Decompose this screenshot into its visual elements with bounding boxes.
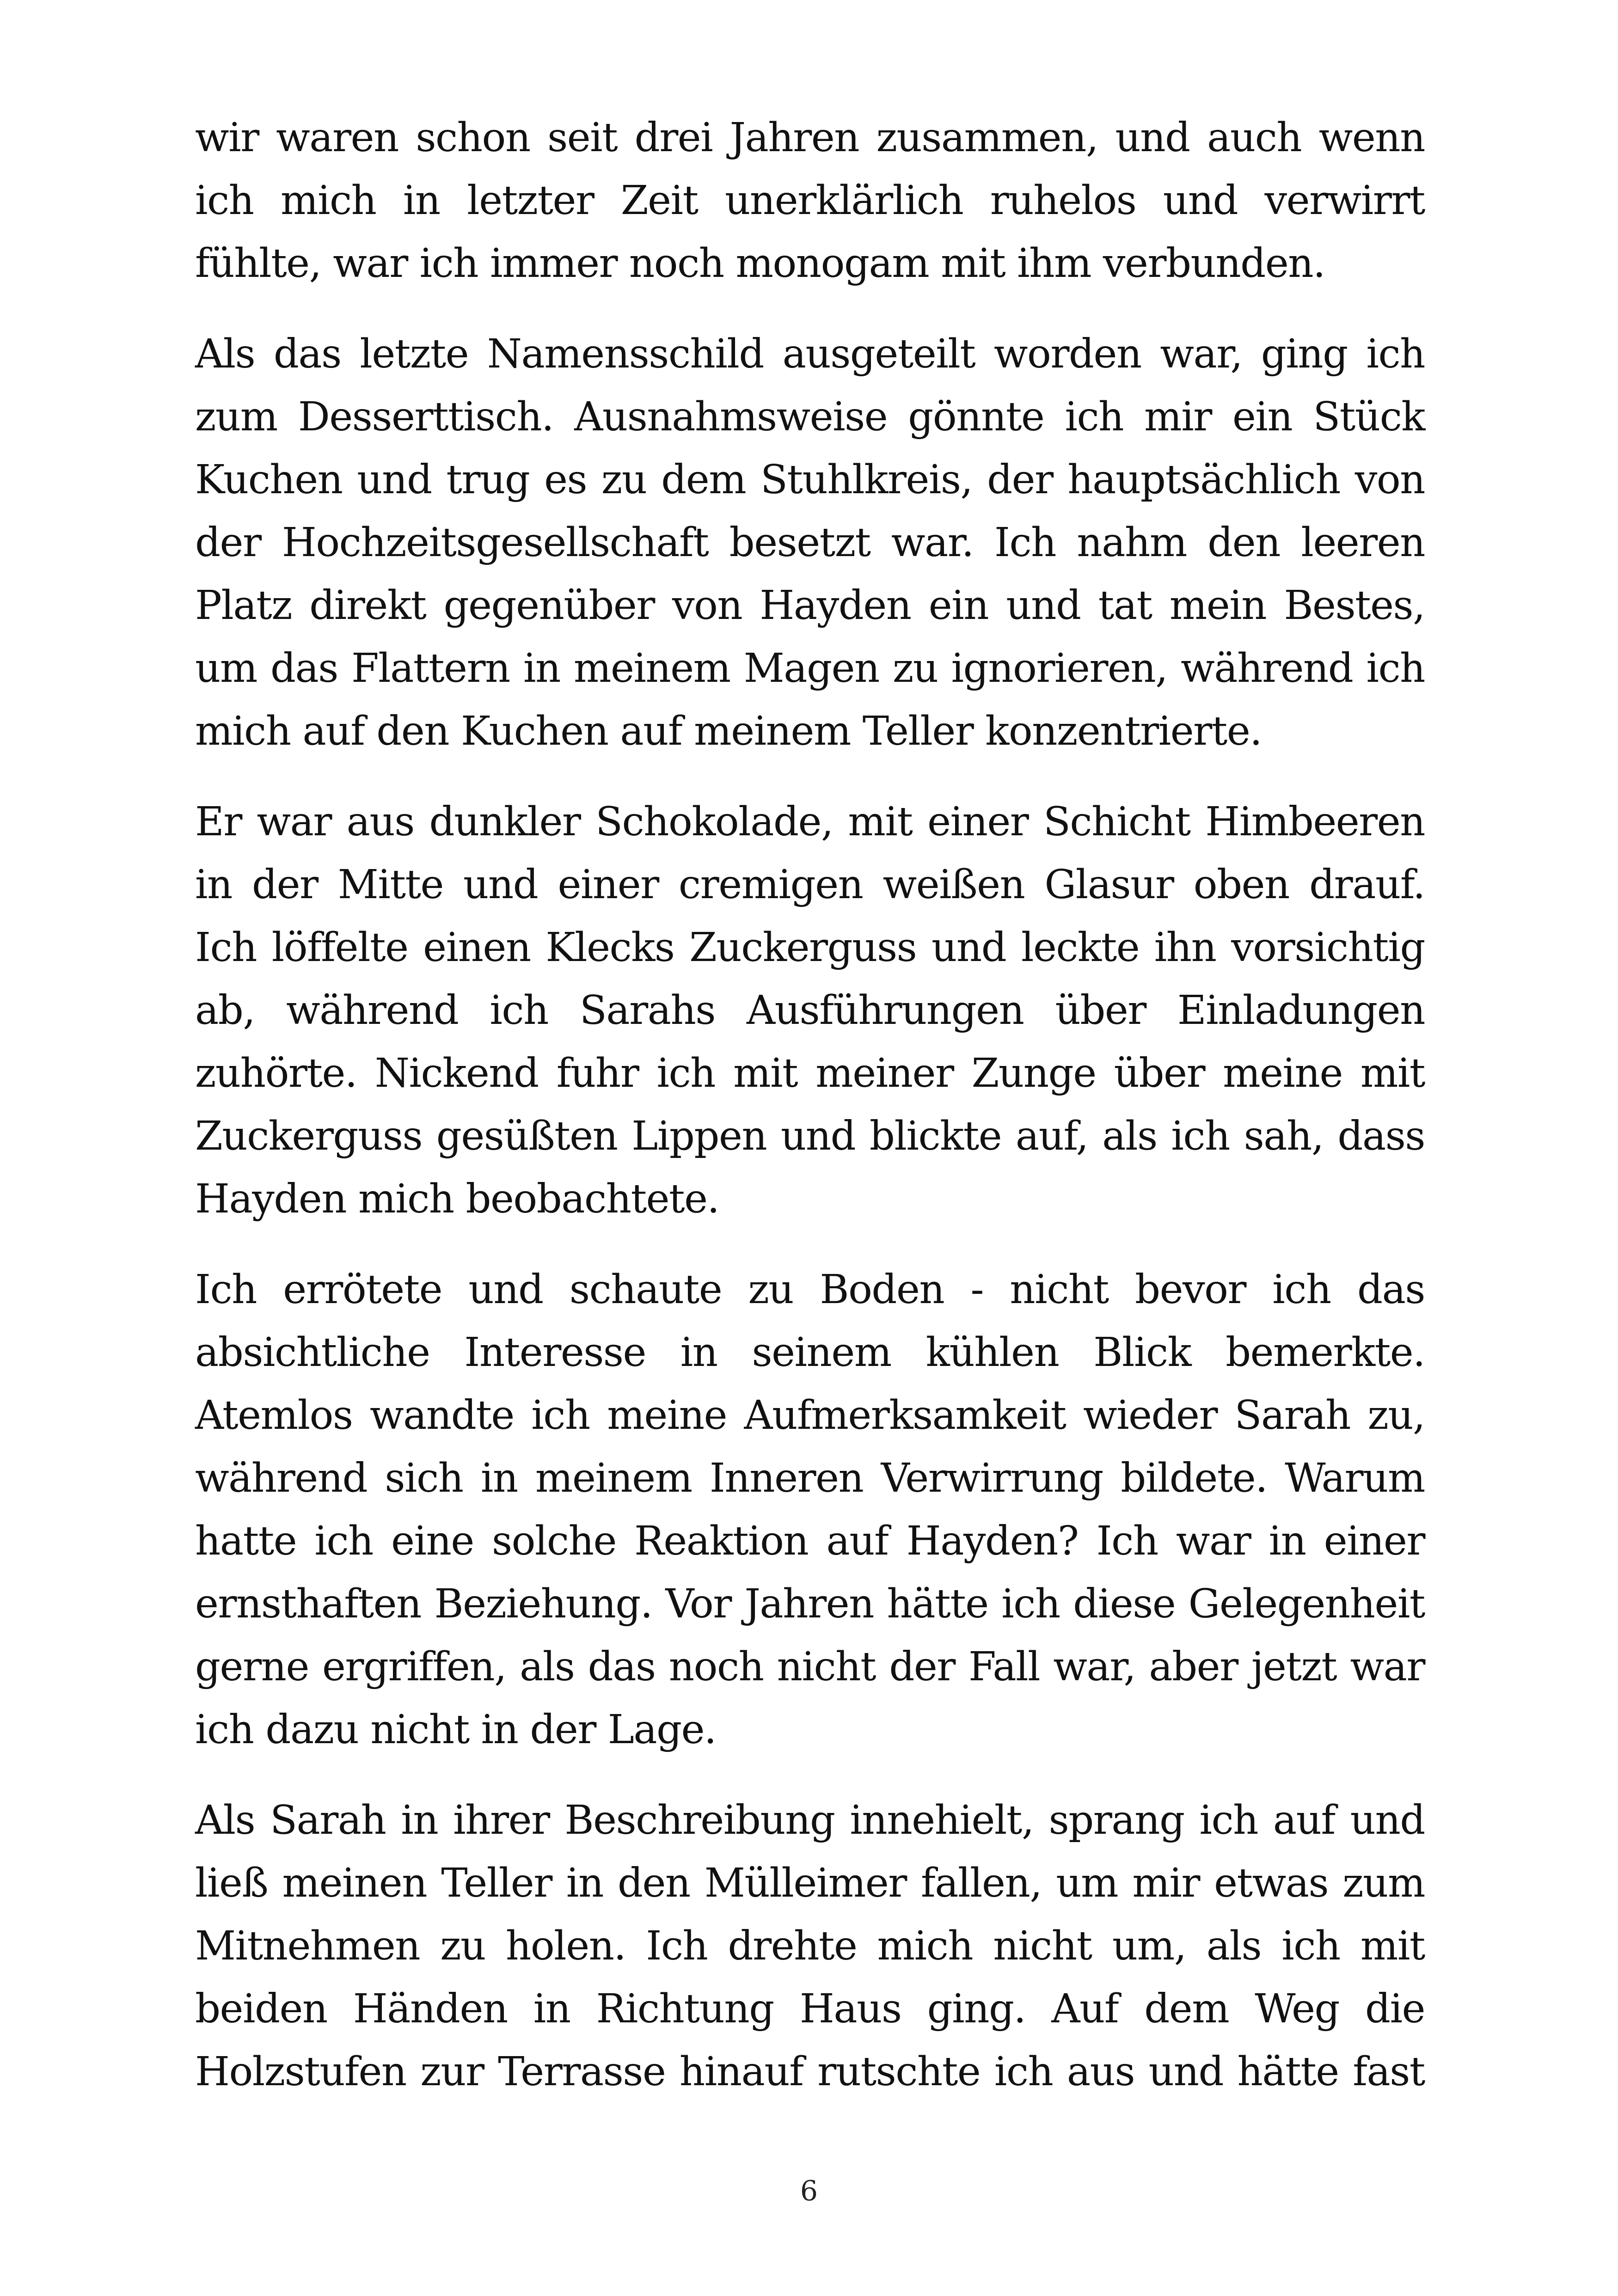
- paragraph-2: Als das letzte Namensschild ausgeteilt worden war, ging ich zum Desserttisch. Ausnahmsweise gönnte ich mir ein Stück Kuchen und trug es zu dem Stuhlkreis, der hauptsächlich von der Hochzeitsgesellschaft besetzt war. Ich nahm den leeren Platz direkt gegenüber von Hayden ein und tat mein Bestes, um das Flattern in meinem Magen zu ignorieren, während ich mich auf den Kuchen auf meinem Teller konzentrierte.: [195, 331, 1425, 754]
- paragraph-5: Als Sarah in ihrer Beschreibung innehielt, sprang ich auf und ließ meinen Teller in den Mülleimer fallen, um mir etwas zum Mitnehmen zu holen. Ich drehte mich nicht um, als ich mit beiden Händen in Richtung Haus ging. Auf dem Weg die Holzstufen zur Terrasse hinauf rutschte ich aus und hätte fast: [195, 1797, 1425, 2095]
- paragraph-3: Er war aus dunkler Schokolade, mit einer Schicht Himbeeren in der Mitte und einer cremigen weißen Glasur oben drauf. Ich löffelte einen Klecks Zuckerguss und leckte ihn vorsichtig ab, während ich Sarahs Ausführungen über Einladungen zuhörte. Nickend fuhr ich mit meiner Zunge über meine mit Zuckerguss gesüßten Lippen und blickte auf, als ich sah, dass Hayden mich beobachtete.: [195, 799, 1425, 1222]
- paragraph-1: wir waren schon seit drei Jahren zusammen, und auch wenn ich mich in letzter Zeit unerklärlich ruhelos und verwirrt fühlte, war ich immer noch monogam mit ihm verbunden.: [195, 115, 1425, 287]
- paragraph-4: Ich errötete und schaute zu Boden - nicht bevor ich das absichtliche Interesse in seinem kühlen Blick bemerkte. Atemlos wandte ich meine Aufmerksamkeit wieder Sarah zu, während sich in meinem Inneren Verwirrung bildete. Warum hatte ich eine solche Reaktion auf Hayden? Ich war in einer ernsthaften Beziehung. Vor Jahren hätte ich diese Gelegenheit gerne ergriffen, als das noch nicht der Fall war, aber jetzt war ich dazu nicht in der Lage.: [195, 1267, 1425, 1753]
- page-number: 6: [800, 2175, 818, 2207]
- body-text: [195, 106, 1425, 2103]
